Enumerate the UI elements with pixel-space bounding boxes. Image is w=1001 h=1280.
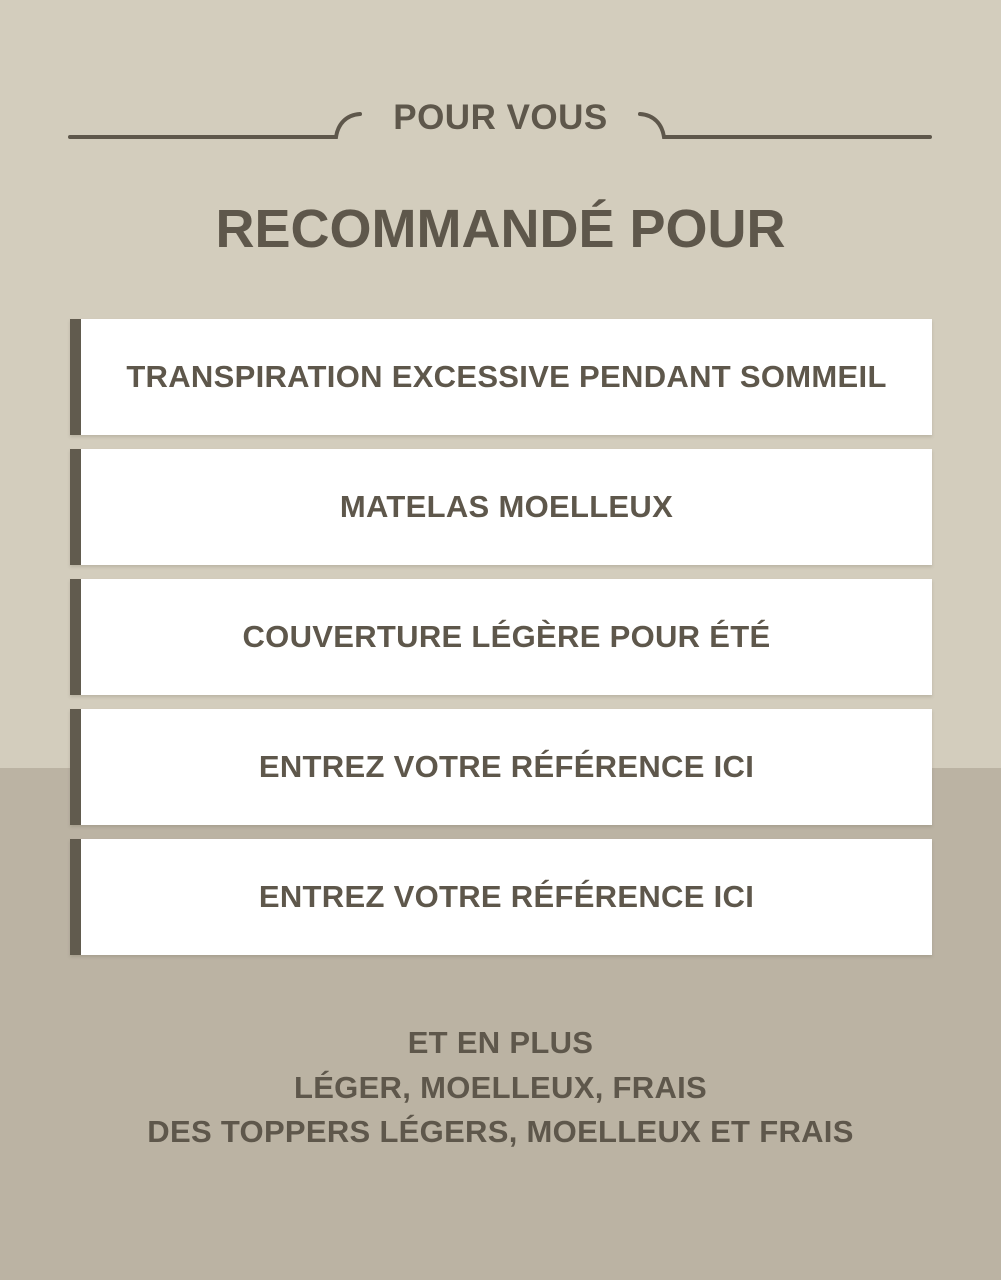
footer-line-3: DES TOPPERS LÉGERS, MOELLEUX ET FRAIS <box>147 1114 854 1149</box>
recommendation-card <box>70 449 932 565</box>
recommendation-label: ENTREZ VOTRE RÉFÉRENCE ICI <box>258 749 755 784</box>
footer-line-2: LÉGER, MOELLEUX, FRAIS <box>293 1069 708 1105</box>
section-eyebrow: POUR VOUS <box>393 98 608 137</box>
recommendation-card <box>70 319 932 435</box>
footer-line-1: ET EN PLUS <box>407 1025 594 1060</box>
recommendation-label: MATELAS MOELLEUX <box>339 489 674 524</box>
recommendation-card <box>70 709 932 825</box>
page-title: RECOMMANDÉ POUR <box>215 199 786 259</box>
recommendation-label: TRANSPIRATION EXCESSIVE PENDANT SOMMEIL <box>126 359 887 394</box>
recommendation-card <box>70 579 932 695</box>
recommendation-label: COUVERTURE LÉGÈRE POUR ÉTÉ <box>242 619 771 654</box>
recommendation-list <box>70 319 932 969</box>
footer-text <box>0 1021 1001 1155</box>
recommendation-card <box>70 839 932 955</box>
recommendation-label: ENTREZ VOTRE RÉFÉRENCE ICI <box>258 879 755 914</box>
